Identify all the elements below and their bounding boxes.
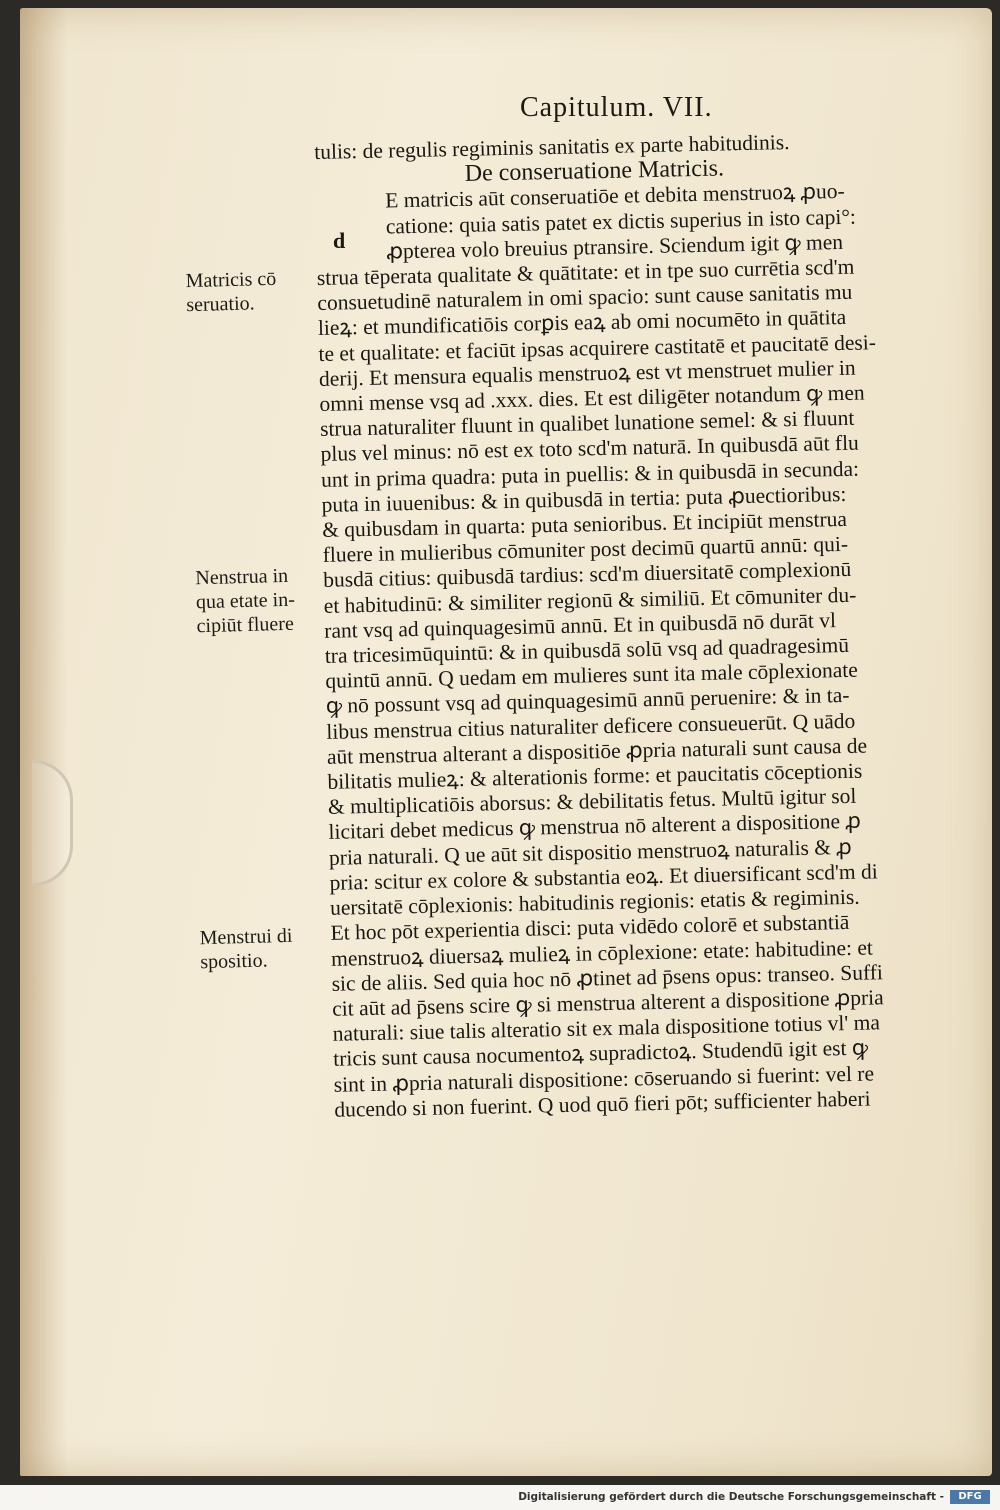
text-line: naturali: siue talis alteratio sit ex mala dispositione totius vl' ma xyxy=(332,1010,881,1046)
running-head: Capitulum. VII. xyxy=(520,92,713,123)
text-line: cit aūt ad p̄sens scire ꝙ si menstrua alterent a dispositione ꝓpria xyxy=(331,985,884,1021)
text-line: fluere in mulieribus cōmuniter post decimū quartū annū: qui- xyxy=(322,532,849,568)
text-line: lieꝝ: et mundificatiōis corꝑis eaꝝ ab omi nocumēto in quātita xyxy=(317,305,847,341)
margin-note-line: Matricis cō xyxy=(185,267,277,293)
page-tab-marker xyxy=(32,760,73,886)
margin-note-matricis xyxy=(185,267,277,317)
text-line: uersitatē cōplexionis: habitudinis regionis: etatis & regiminis. xyxy=(329,884,860,920)
text-line: derij. Et mensura equalis menstruoꝝ est vt menstruet mulier in xyxy=(318,355,856,391)
text-line: te et qualitate: et faciūt ipsas acquirere castitatē et paucitatē desi- xyxy=(318,329,877,366)
text-line: ducendo si non fuerint. Q uod quō fieri pōt; sufficienter haberi xyxy=(334,1086,871,1122)
dfg-logo: DFG xyxy=(950,1490,990,1504)
margin-note-line: Nenstrua in xyxy=(195,564,289,590)
text-line: et habitudinū: & similiter regionū & similiū. Et cōmuniter du- xyxy=(323,582,857,618)
text-line: tra tricesimūquintū: & in quibusdā solū vsq ad quadragesimū xyxy=(324,632,850,668)
margin-note-line: qua etate in- xyxy=(195,588,296,614)
text-line: rant vsq ad quinquagesimū annū. Et in quibusdā nō durāt vl xyxy=(324,608,837,643)
margin-note-line: cipiūt fluere xyxy=(196,612,295,638)
margin-note-line: spositio. xyxy=(200,949,268,974)
text-line: plus vel minus: nō est ex toto scd'm naturā. In quibusdā aūt flu xyxy=(320,431,860,467)
text-line: & quibusdam in quarta: puta senioribus. Et incipiūt menstrua xyxy=(321,506,848,542)
text-line: consuetudinē naturalem in omi spacio: sunt cause sanitatis mu xyxy=(317,279,853,316)
text-line: pria naturali. Q ue aūt sit dispositio menstruoꝝ naturalis & ꝓ xyxy=(328,834,852,870)
funding-notice: Digitalisierung gefördert durch die Deutsche Forschungsgemeinschaft - xyxy=(518,1491,944,1503)
margin-note-line: Menstrui di xyxy=(199,924,293,950)
footer-bar xyxy=(0,1485,1000,1510)
margin-note-dispositio xyxy=(199,924,293,974)
text-line: libus menstrua citius naturaliter deficere consueuerūt. Q uādo xyxy=(326,708,856,744)
margin-note-menstrua xyxy=(195,564,296,639)
text-line: ꝙ nō possunt vsq ad quinquagesimū annū peruenire: & in ta- xyxy=(325,683,850,719)
text-line: tricis sunt causa nocumentoꝝ supradictoꝝ. Studendū igit est ꝙ xyxy=(333,1035,869,1072)
text-line: strua tēperata qualitate & quātitate: et in tpe suo currētia scd'm xyxy=(316,254,855,290)
text-line: puta in iuuenibus: & in quibusdā in tertia: puta ꝓuectioribus: xyxy=(321,481,847,517)
text-line: quintū annū. Q uedam em mulieres sunt ita male cōplexionate xyxy=(325,657,859,694)
text-line: unt in prima quadra: puta in puellis: & in quibusdā in secunda: xyxy=(320,456,860,492)
text-line: & multiplicatiōis aborsus: & debilitatis fetus. Multū igitur sol xyxy=(327,784,857,820)
page-stain xyxy=(20,8,68,1476)
text-line: tulis: de regulis regiminis sanitatis ex parte habitudinis. xyxy=(314,130,790,164)
text-line: E matricis aūt conseruatiōe et debita menstruoꝝ ꝓuo- xyxy=(385,179,845,213)
text-line: sic de aliis. Sed quia hoc nō ꝓtinet ad p̄sens opus: transeo. Suffi xyxy=(331,959,884,996)
section-heading: De conseruatione Matricis. xyxy=(464,155,725,188)
text-line: catione: quia satis patet ex dictis superius in isto capi°: xyxy=(385,204,857,239)
text-line: busdā citius: quibusdā tardius: scd'm diuersitatē complexionū xyxy=(322,557,852,593)
text-line: sint in ꝓpria naturali dispositione: cōseruando si fuerint: vel re xyxy=(333,1060,875,1097)
text-line: menstruoꝝ diuersaꝝ mulieꝝ in cōplexione: etate: habitudine: et xyxy=(330,934,874,971)
text-line: licitari debet medicus ꝙ menstrua nō alterent a dispositione ꝓ xyxy=(328,809,862,845)
drop-letter: d xyxy=(333,228,346,253)
text-line: strua naturaliter fluunt in qualibet lunatione semel: & si fluunt xyxy=(319,405,855,442)
text-line: ꝓpterea volo breuius ptransire. Sciendum igit ꝙ men xyxy=(386,229,844,264)
text-line: pria: scitur ex colore & substantia eoꝝ. Et diuersificant scd'm di xyxy=(329,859,878,895)
text-line: Et hoc pōt experientia disci: puta vidēdo colorē et substantiā xyxy=(330,910,850,946)
text-line: aūt menstrua alterant a dispositiōe ꝓpria naturali sunt causa de xyxy=(326,733,868,769)
margin-note-line: seruatio. xyxy=(186,292,255,317)
text-line: bilitatis mulieꝝ: & alterationis forme: et paucitatis cōceptionis xyxy=(327,758,863,794)
main-text-block xyxy=(314,127,974,1123)
text-line: omni mense vsq ad .xxx. dies. Et est diligēter notandum ꝙ men xyxy=(319,380,865,416)
